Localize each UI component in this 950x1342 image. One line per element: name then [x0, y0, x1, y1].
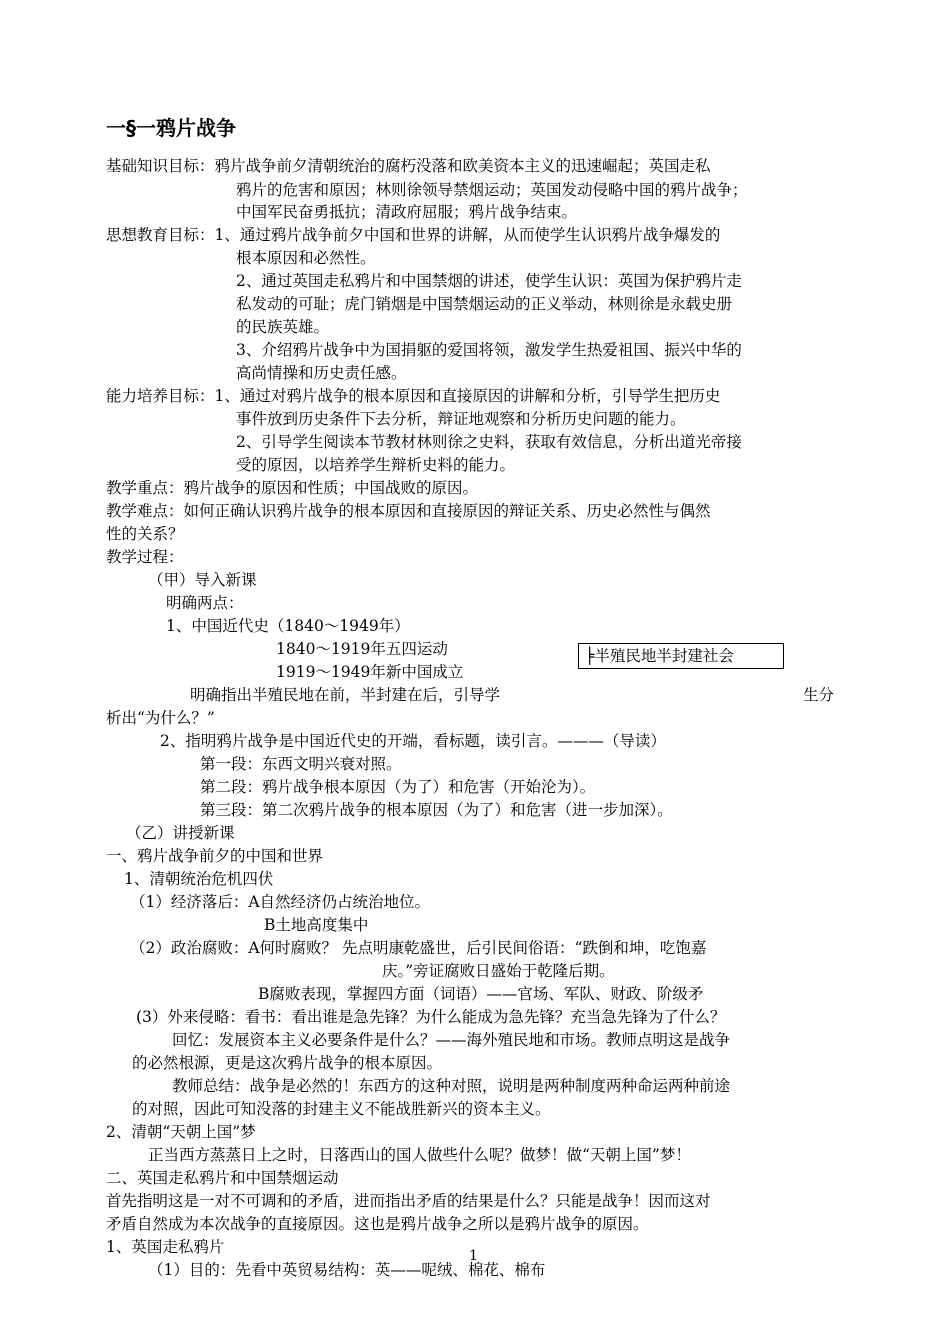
text-line: 一、鸦片战争前夕的中国和世界 [106, 847, 324, 865]
text-line: 的对照，因此可知没落的封建主义不能战胜新兴的资本主义。 [132, 1100, 551, 1118]
text-line: 的必然根源，更是这次鸦片战争的根本原因。 [132, 1054, 443, 1072]
text-line: 二、英国走私鸦片和中国禁烟运动 [106, 1169, 339, 1187]
text-line: 2、指明鸦片战争是中国近代史的开端，看标题，读引言。———（导读） [160, 732, 666, 750]
text-line: 1、清朝统治危机四伏 [124, 870, 274, 888]
text-line: 教学重点：鸦片战争的原因和性质；中国战败的原因。 [106, 479, 479, 497]
text-line: 1919～1949年新中国成立 [276, 663, 464, 681]
text-line: 中国军民奋勇抵抗；清政府屈服；鸦片战争结束。 [236, 203, 578, 221]
text-line: 矛盾自然成为本次战争的直接原因。这也是鸦片战争之所以是鸦片战争的原因。 [106, 1215, 649, 1233]
text-line: 教学过程： [106, 548, 184, 566]
text-line: 1840～1919年五四运动 [276, 640, 448, 658]
text-line: 2、通过英国走私鸦片和中国禁烟的讲述，使学生认识：英国为保护鸦片走 [236, 272, 742, 290]
text-line: （2）政治腐败：A何时腐败？ 先点明康乾盛世，后引民间俗语：“跌倒和坤，吃饱嘉 [130, 939, 707, 957]
text-line: 性的关系？ [106, 525, 184, 543]
text-line: 明确指出半殖民地在前，半封建在后，引导学 [190, 686, 501, 704]
text-line: 2、引导学生阅读本节教材林则徐之史料，获取有效信息，分析出道光帝接 [236, 433, 742, 451]
text-line: 3、介绍鸦片战争中为国捐躯的爱国将领，激发学生热爱祖国、振兴中华的 [236, 341, 742, 359]
text-line: 能力培养目标：1、通过对鸦片战争的根本原因和直接原因的讲解和分析，引导学生把历史 [106, 387, 721, 405]
boxed-label: ╞半殖民地半封建社会 [578, 643, 784, 669]
text-line: 第三段：第二次鸦片战争的根本原因（为了）和危害（进一步加深）。 [200, 801, 673, 819]
text-line: 1、英国走私鸦片 [106, 1238, 225, 1256]
text-line: 思想教育目标：1、通过鸦片战争前夕中国和世界的讲解，从而使学生认识鸦片战争爆发的 [106, 226, 721, 244]
text-line: 基础知识目标：鸦片战争前夕清朝统治的腐朽没落和欧美资本主义的迅速崛起；英国走私 [106, 157, 711, 175]
text-line: 教师总结：战争是必然的！东西方的这种对照，说明是两种制度两种命运两种前途 [172, 1077, 731, 1095]
text-line: 受的原因，以培养学生辩析史料的能力。 [236, 456, 516, 474]
text-line: 正当西方蒸蒸日上之时，日落西山的国人做些什么呢？做梦！做“天朝上国”梦！ [148, 1146, 691, 1164]
text-line: (3）外来侵略：看书：看出谁是急先锋？为什么能成为急先锋？充当急先锋为了什么？ [136, 1008, 726, 1026]
page-number: 1 [469, 1248, 478, 1264]
text-line: 的民族英雄。 [236, 318, 330, 336]
text-line: 根本原因和必然性。 [236, 249, 376, 267]
text-line: 教学难点：如何正确认识鸦片战争的根本原因和直接原因的辩证关系、历史必然性与偶然 [106, 502, 711, 520]
page-title: 一§一鸦片战争 [106, 116, 236, 140]
text-line: 高尚情操和历史责任感。 [236, 364, 407, 382]
text-line: （甲）导入新课 [148, 571, 257, 589]
text-line: （1）目的：先看中英贸易结构：英——呢绒、棉花、棉布 [148, 1261, 546, 1279]
text-line: 鸦片的危害和原因；林则徐领导禁烟运动；英国发动侵略中国的鸦片战争； [236, 181, 748, 199]
text-line: B腐败表现，掌握四方面（词语）——官场、军队、财政、阶级矛 [258, 985, 704, 1003]
text-line: 第二段：鸦片战争根本原因（为了）和危害（开始沦为）。 [200, 778, 596, 796]
text-line: 私发动的可耻；虎门销烟是中国禁烟运动的正义举动，林则徐是永载史册 [236, 295, 733, 313]
text-line: 庆。”旁证腐败日盛始于乾隆后期。 [382, 962, 615, 980]
text-line: 回忆：发展资本主义必要条件是什么？——海外殖民地和市场。教师点明这是战争 [172, 1031, 731, 1049]
text-line: 析出“为什么？” [106, 709, 215, 727]
text-line: （乙）讲授新课 [126, 824, 235, 842]
text-line: 首先指明这是一对不可调和的矛盾，进而指出矛盾的结果是什么？只能是战争！因而这对 [106, 1192, 711, 1210]
text-line: 第一段：东西文明兴衰对照。 [200, 755, 402, 773]
text-line: 1、中国近代史（1840～1949年） [166, 617, 410, 635]
text-line: （1）经济落后：A自然经济仍占统治地位。 [130, 893, 431, 911]
text-line: B土地高度集中 [264, 916, 369, 934]
text-line: 明确两点： [166, 594, 244, 612]
text-line: 生分 [803, 686, 835, 704]
text-line: 事件放到历史条件下去分析，辩证地观察和分析历史问题的能力。 [236, 410, 686, 428]
text-line: 2、清朝“天朝上国”梦 [106, 1123, 256, 1141]
